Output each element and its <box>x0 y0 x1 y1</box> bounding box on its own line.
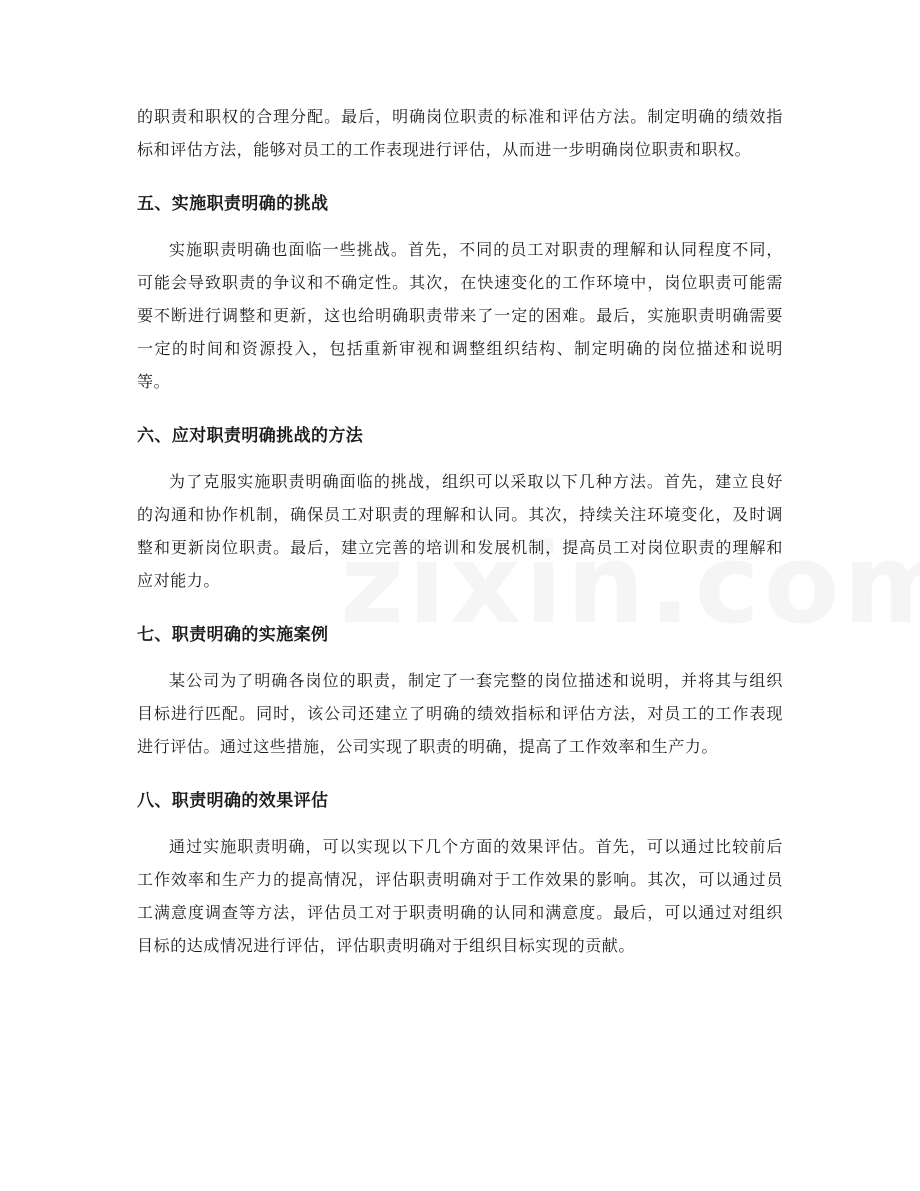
section-heading-6: 六、应对职责明确挑战的方法 <box>137 426 364 446</box>
paragraph-section-7: 某公司为了明确各岗位的职责，制定了一套完整的岗位描述和说明，并将其与组织目标进行匹配。同时，该公司还建立了明确的绩效指标和评估方法，对员工的工作表现进行评估。通过这些措施，公司实现了职责的明确，提高了工作效率和生产力。 <box>137 671 783 756</box>
paragraph-section-6: 为了克服实施职责明确面临的挑战，组织可以采取以下几种方法。首先，建立良好的沟通和协作机制，确保员工对职责的理解和认同。其次，持续关注环境变化，及时调整和更新岗位职责。最后，建立完善的培训和发展机制，提高员工对岗位职责的理解和应对能力。 <box>137 472 783 590</box>
document-page <box>137 100 783 962</box>
section-heading-7: 七、职责明确的实施案例 <box>137 625 329 645</box>
paragraph-section-8: 通过实施职责明确，可以实现以下几个方面的效果评估。首先，可以通过比较前后工作效率和生产力的提高情况，评估职责明确对于工作效果的影响。其次，可以通过员工满意度调查等方法，评估员工对于职责明确的认同和满意度。最后，可以通过对组织目标的达成情况进行评估，评估职责明确对于组织目标实现的贡献。 <box>137 837 783 955</box>
paragraph-intro: 的职责和职权的合理分配。最后，明确岗位职责的标准和评估方法。制定明确的绩效指标和评估方法，能够对员工的工作表现进行评估，从而进一步明确岗位职责和职权。 <box>137 107 783 159</box>
section-heading-5: 五、实施职责明确的挑战 <box>137 194 329 214</box>
section-heading-8: 八、职责明确的效果评估 <box>137 791 329 811</box>
paragraph-section-5: 实施职责明确也面临一些挑战。首先，不同的员工对职责的理解和认同程度不同，可能会导致职责的争议和不确定性。其次，在快速变化的工作环境中，岗位职责可能需要不断进行调整和更新，这也给明确职责带来了一定的困难。最后，实施职责明确需要一定的时间和资源投入，包括重新审视和调整组织结构、制定明确的岗位描述和说明等。 <box>137 240 783 391</box>
